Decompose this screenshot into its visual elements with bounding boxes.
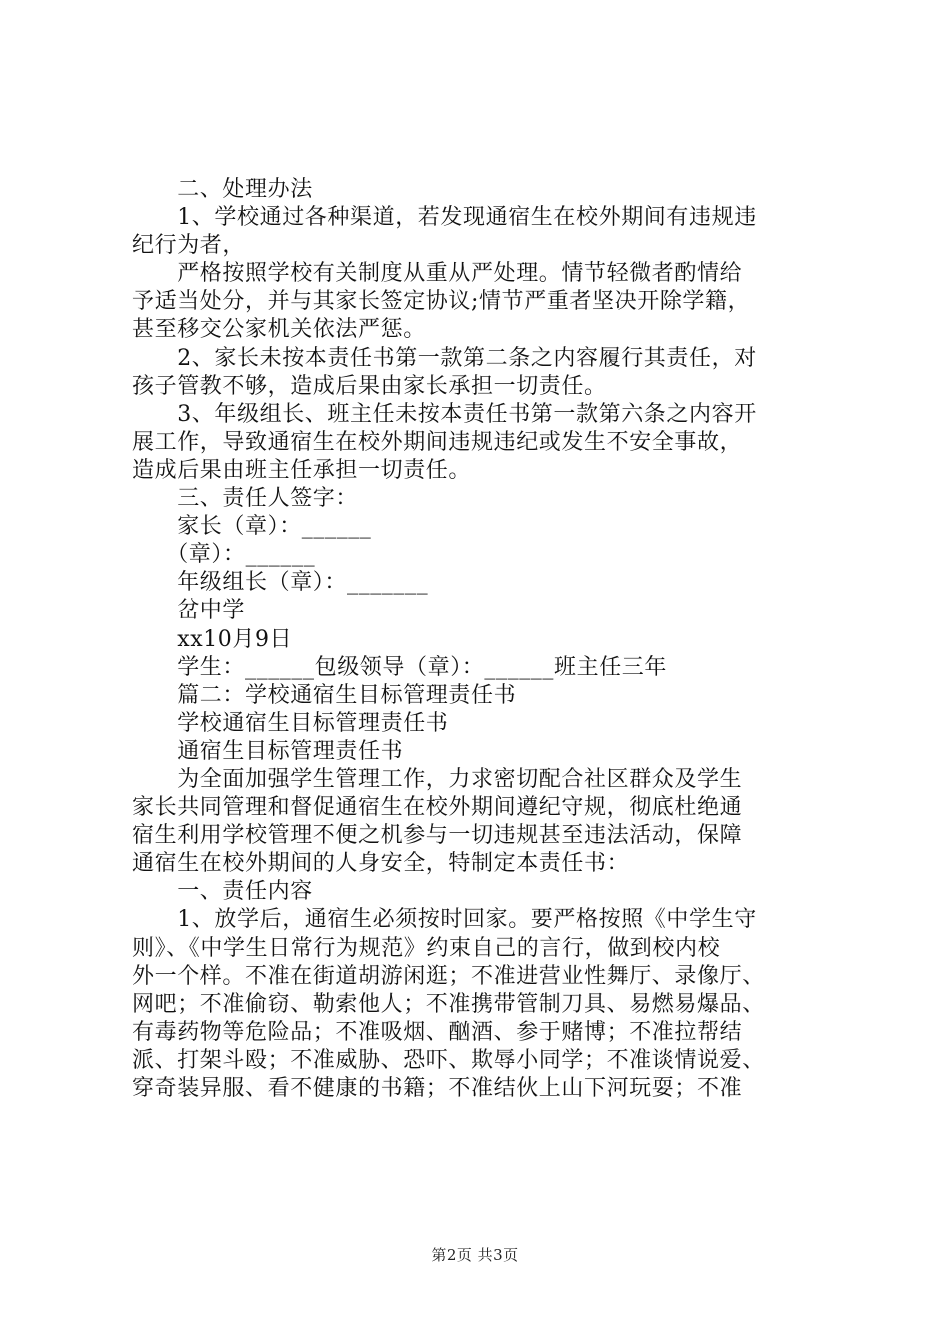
section-heading: 篇二：学校通宿生目标管理责任书 [132,682,517,708]
text-line: 2、家长未按本责任书第一款第二条之内容履行其责任，对 [132,345,757,371]
text-line: 展工作，导致通宿生在校外期间违规违纪或发生不安全事故， [132,429,743,455]
text-line: 1、放学后，通宿生必须按时回家。要严格按照《中学生守 [132,907,757,933]
page-number: 第2页 共3页 [431,1246,519,1264]
date-line: xx10月9日 [132,626,293,652]
text-line: 二、处理办法 [132,177,313,202]
page-footer [0,1244,950,1265]
text-line: 予适当处分，并与其家长签定协议;情节严重者坚决开除学籍， [132,289,751,315]
signature-line: 年级组长（章）：_______ [132,570,429,596]
text-line: 3、年级组长、班主任未按本责任书第一款第六条之内容开 [132,401,757,427]
signature-line: 学生：______包级领导（章）：______班主任三年 [132,654,668,680]
text-line: 宿生利用学校管理不便之机参与一切违规甚至违法活动，保障 [132,823,743,849]
text-line: 纪行为者， [132,233,246,259]
section-heading: 一、责任内容 [132,879,313,905]
signature-line: （章）：______ [132,542,316,568]
school-name: 岔中学 [132,598,246,624]
section-heading: 三、责任人签字： [132,486,359,512]
text-line: 1、学校通过各种渠道，若发现通宿生在校外期间有违规违 [132,205,757,231]
text-line: 穿奇装异服、看不健康的书籍；不准结伙上山下河玩耍；不准 [132,1076,743,1101]
text-line: 造成后果由班主任承担一切责任。 [132,457,472,483]
document-title: 学校通宿生目标管理责任书 [132,710,449,736]
text-line: 派、打架斗殴；不准威胁、恐吓、欺辱小同学；不准谈情说爱、 [132,1047,765,1073]
text-line: 甚至移交公家机关依法严惩。 [132,317,426,343]
text-line: 孩子管教不够，造成后果由家长承担一切责任。 [132,373,607,399]
text-line: 为全面加强学生管理工作，力求密切配合社区群众及学生 [132,766,743,792]
text-line: 家长共同管理和督促通宿生在校外期间遵纪守规，彻底杜绝通 [132,795,743,821]
text-line: 网吧；不准偷窃、勒索他人；不准携带管制刀具、易燃易爆品、 [132,991,765,1017]
text-line: 有毒药物等危险品；不准吸烟、酗酒、参于赌博；不准拉帮结 [132,1019,743,1045]
text-line: 严格按照学校有关制度从重从严处理。情节轻微者酌情给 [132,261,743,287]
document-title: 通宿生目标管理责任书 [132,738,404,764]
text-line: 外一个样。不准在街道胡游闲逛；不准进营业性舞厅、录像厅、 [132,963,765,989]
document-body [132,176,832,1103]
text-line: 通宿生在校外期间的人身安全，特制定本责任书： [132,851,630,877]
text-line: 则》、《中学生日常行为规范》约束自己的言行，做到校内校 [132,935,721,961]
signature-line: 家长（章）：______ [132,514,372,540]
